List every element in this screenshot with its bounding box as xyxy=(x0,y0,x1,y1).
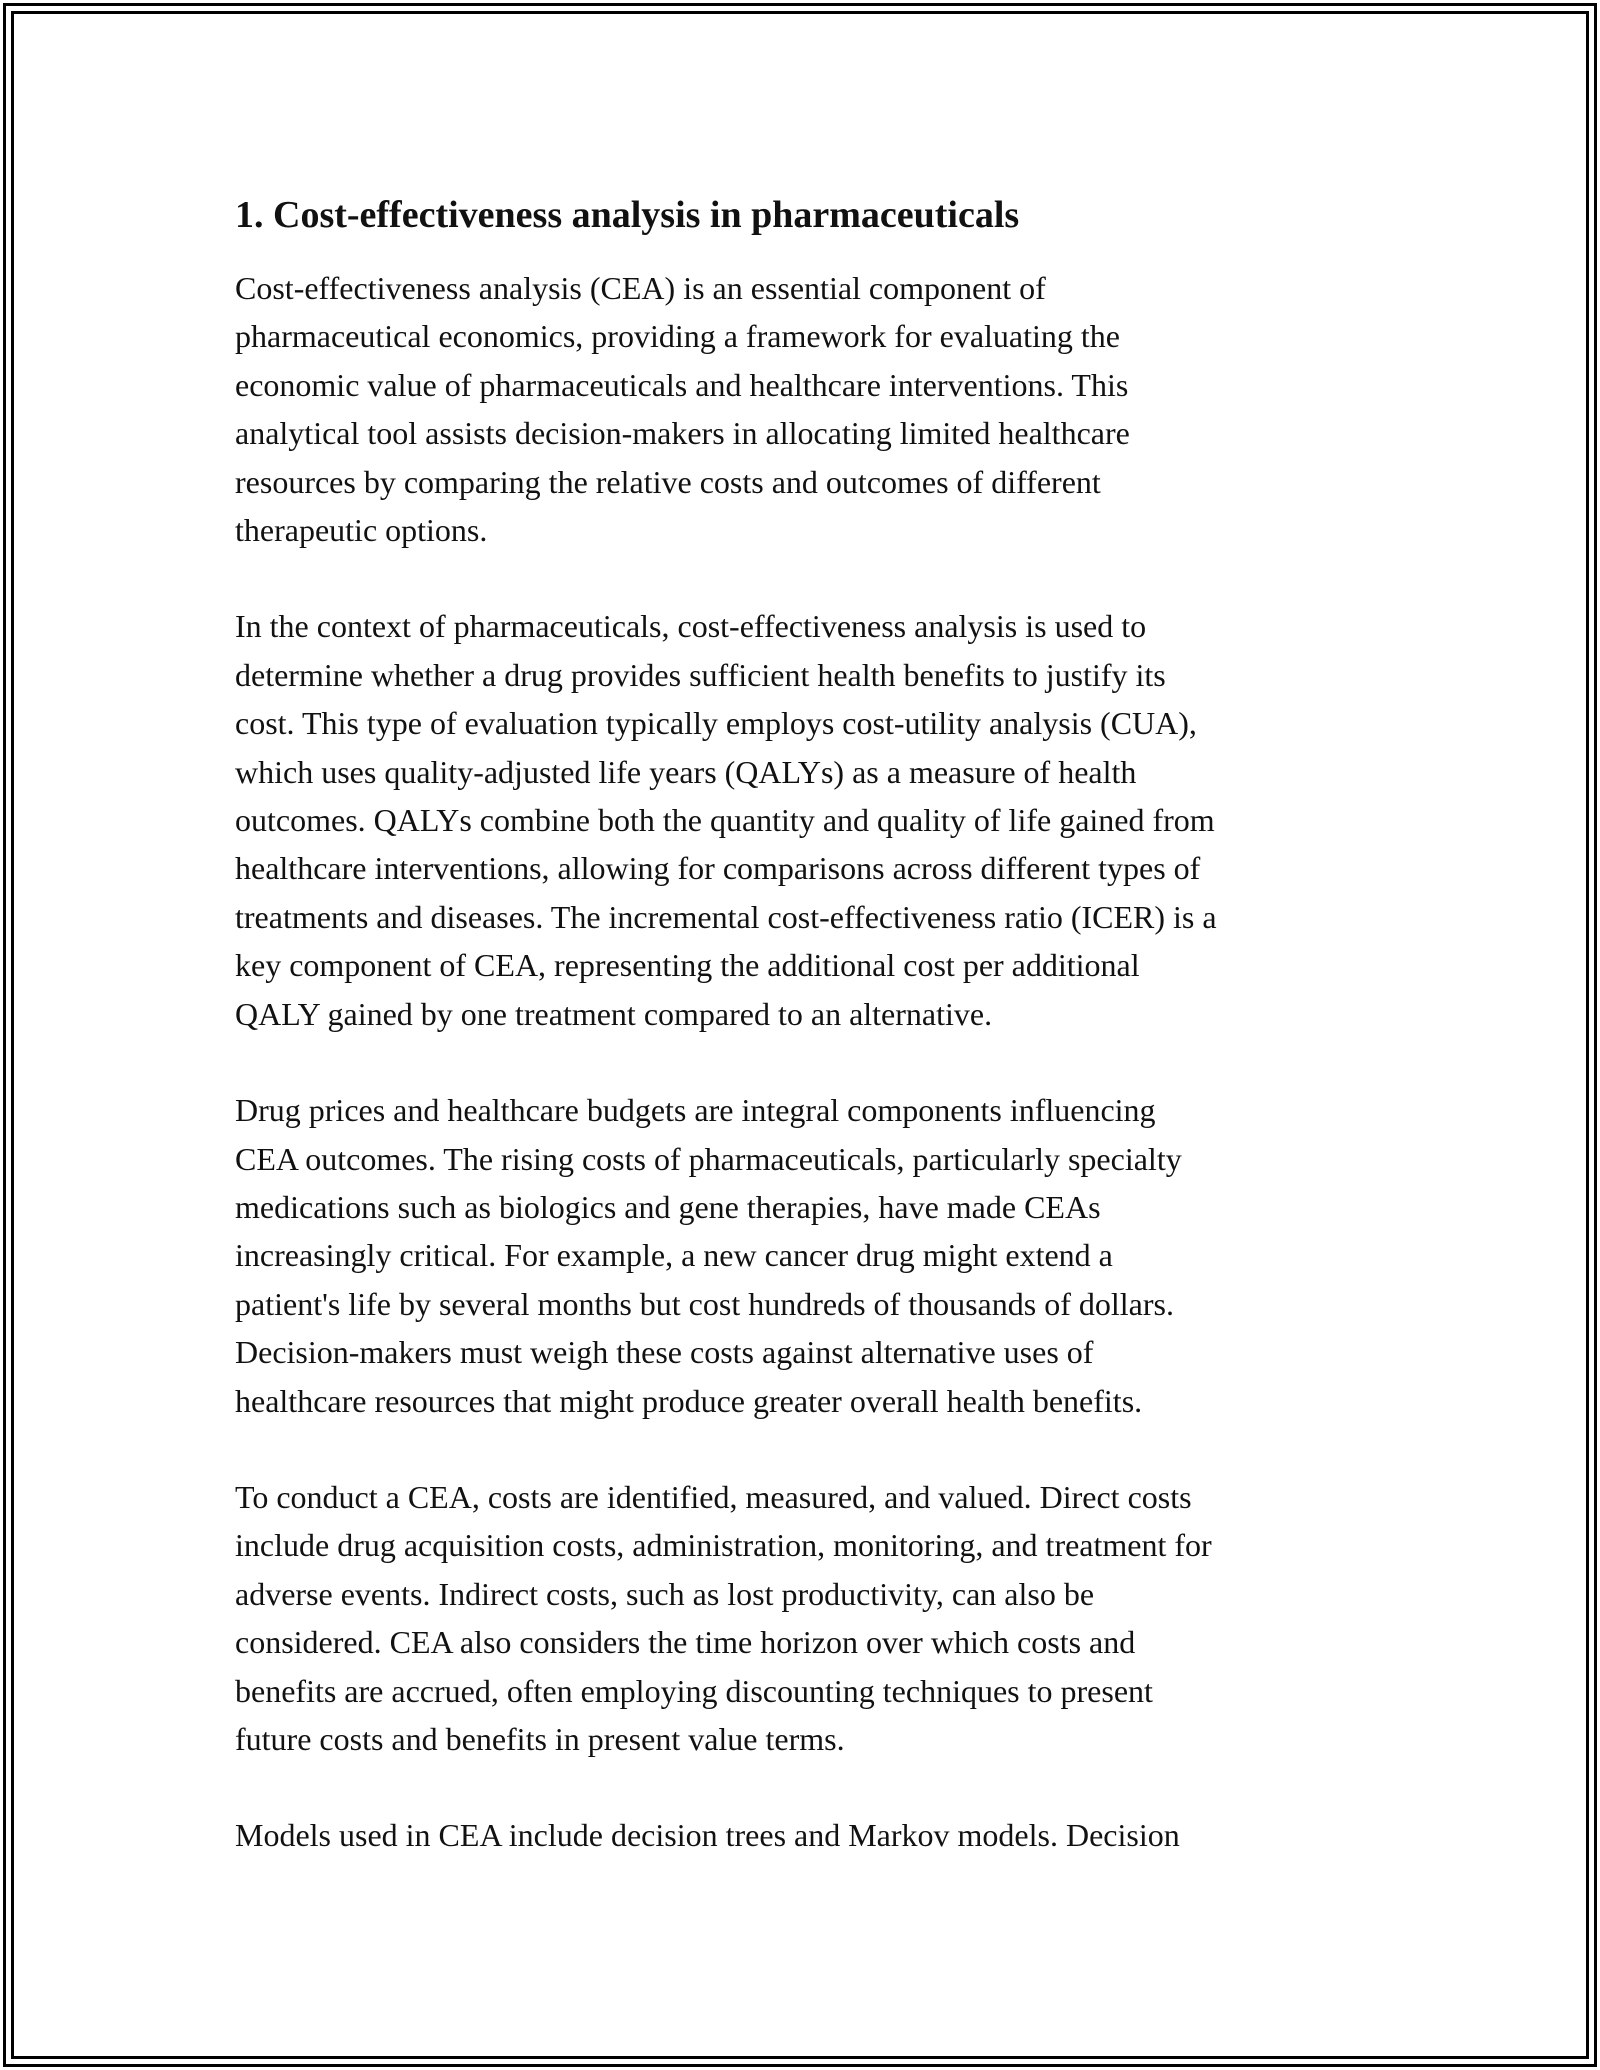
text-line: healthcare resources that might produce greater overall health benefits. xyxy=(235,1382,1143,1419)
text-line: healthcare interventions, allowing for comparisons across different types of xyxy=(235,850,1201,887)
text-line: Drug prices and healthcare budgets are integral components influencing xyxy=(235,1092,1156,1129)
text-line: key component of CEA, representing the additional cost per additional xyxy=(235,947,1140,984)
text-line: Cost-effectiveness analysis (CEA) is an essential component of xyxy=(235,270,1046,306)
paragraph-cea-intro xyxy=(235,264,1375,554)
section-heading: 1. Cost-effectiveness analysis in pharmaceuticals xyxy=(235,194,1020,236)
text-line: CEA outcomes. The rising costs of pharmaceuticals, particularly specialty xyxy=(235,1140,1182,1177)
text-line: To conduct a CEA, costs are identified, measured, and valued. Direct costs xyxy=(235,1478,1192,1515)
text-line: patient's life by several months but cost hundreds of thousands of dollars. xyxy=(235,1285,1174,1322)
text-line: outcomes. QALYs combine both the quantity and quality of life gained from xyxy=(235,802,1215,839)
text-line: considered. CEA also considers the time horizon over which costs and xyxy=(235,1624,1136,1661)
paragraph-models xyxy=(235,1811,1375,1859)
text-line: pharmaceutical economics, providing a framework for evaluating the xyxy=(235,318,1120,355)
paragraph-qaly-icer xyxy=(235,602,1375,1038)
text-line: adverse events. Indirect costs, such as lost productivity, can also be xyxy=(235,1575,1095,1612)
text-line: economic value of pharmaceuticals and healthcare interventions. This xyxy=(235,366,1129,403)
text-line: analytical tool assists decision-makers in allocating limited healthcare xyxy=(235,415,1130,452)
text-line: resources by comparing the relative costs and outcomes of different xyxy=(235,463,1101,500)
text-line: which uses quality-adjusted life years (QALYs) as a measure of health xyxy=(235,753,1137,790)
text-line: In the context of pharmaceuticals, cost-effectiveness analysis is used to xyxy=(235,608,1147,645)
text-line: increasingly critical. For example, a new cancer drug might extend a xyxy=(235,1237,1113,1274)
text-line: benefits are accrued, often employing discounting techniques to present xyxy=(235,1672,1153,1709)
text-line: Models used in CEA include decision trees and Markov models. Decision xyxy=(235,1817,1180,1854)
text-line: therapeutic options. xyxy=(235,512,488,549)
text-line: medications such as biologics and gene therapies, have made CEAs xyxy=(235,1188,1101,1225)
text-line: future costs and benefits in present value terms. xyxy=(235,1720,845,1757)
text-line: Decision-makers must weigh these costs against alternative uses of xyxy=(235,1334,1094,1371)
text-line: QALY gained by one treatment compared to an alternative. xyxy=(235,995,993,1032)
paragraph-costs xyxy=(235,1473,1375,1763)
text-line: treatments and diseases. The incremental cost-effectiveness ratio (ICER) is a xyxy=(235,898,1217,935)
text-line: determine whether a drug provides sufficient health benefits to justify its xyxy=(235,656,1166,693)
paragraph-drug-prices xyxy=(235,1086,1375,1425)
text-line: include drug acquisition costs, administration, monitoring, and treatment for xyxy=(235,1527,1212,1564)
text-line: cost. This type of evaluation typically employs cost-utility analysis (CUA), xyxy=(235,705,1197,742)
document-body xyxy=(235,188,1375,1908)
